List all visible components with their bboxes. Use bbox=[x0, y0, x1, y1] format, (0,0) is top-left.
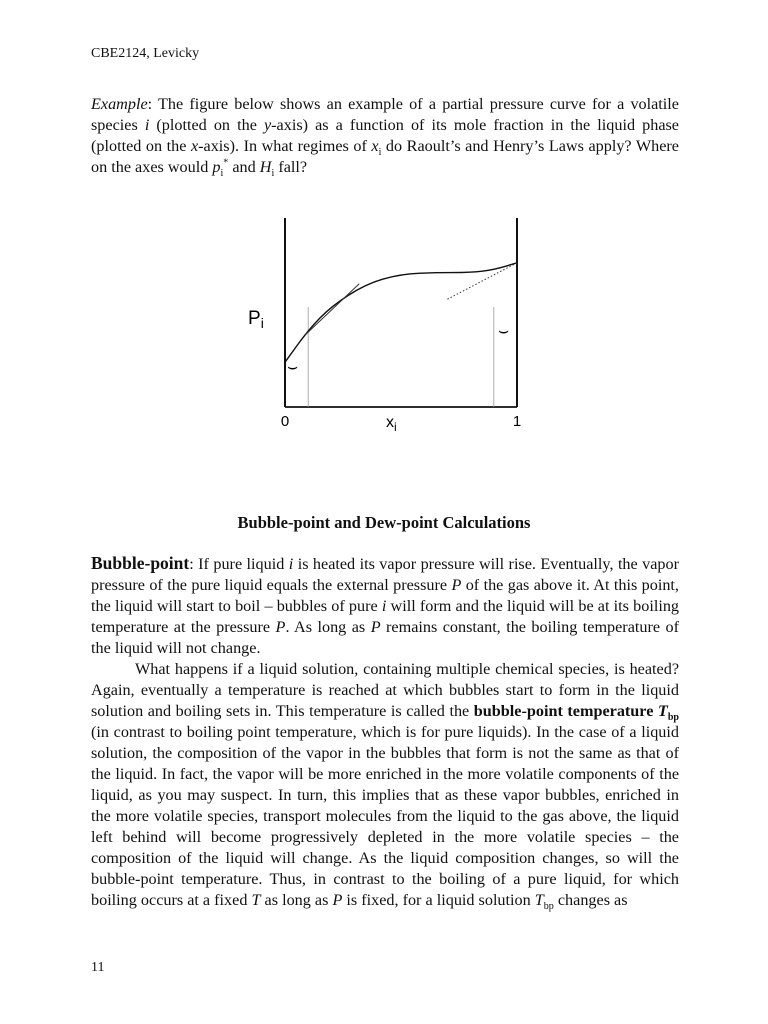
partial-pressure-figure bbox=[230, 212, 540, 442]
x-tick-one: 1 bbox=[512, 413, 522, 430]
x-axis-label: $x_i$ bbox=[386, 414, 397, 434]
page-number: 11 bbox=[91, 960, 105, 975]
chart-layer bbox=[285, 263, 517, 407]
raoult-region-brace: ⌣ bbox=[498, 321, 510, 340]
running-header: CBE2124, Levicky bbox=[91, 46, 200, 61]
example-paragraph: Example: The figure below shows an example of a partial pressure curve for a volatile species i (plotted on the y-axis) as a function of its mole fraction in the liquid phase (plotted on the x-axis). In what regimes of $x_i$ do Raoult’s and Henry’s Laws apply? Where on the axes would $p_i^*$ and $H_i$ fall? bbox=[91, 95, 679, 180]
bubble-point-paragraph: Bubble-point: If pure liquid i is heated its vapor pressure will rise. Eventually, the vapor pressure of the pure liquid equals the external pressure P of the gas above it. At this point, the liquid will start to boil – bubbles of pure i will form and the liquid will be at its boiling temperature at the pressure P. As long as P remains constant, the boiling temperature of the liquid will not change. What happens if a liquid solution, containing multiple chemical species, is heated? Again, eventually a temperature is reached at which bubbles start to form in the liquid solution and boiling sets in. This temperature is called the bubble-point temperature $T_{bp}$ (in contrast to boiling point temperature, which is for pure liquids). In the case of a liquid solution, the composition of the vapor in the bubbles that form is not the same as that of the liquid. In fact, the vapor will be more enriched in the more volatile components of the liquid, as you may suspect. In turn, this implies that as these vapor bubbles, enriched in the more volatile species, transport molecules from the liquid to the gas above, the liquid left behind will become progressively depleted in the more volatile species – the composition of the liquid will change. As the liquid composition changes, so will the bubble-point temperature. Thus, in contrast to the boiling of a pure liquid, for which boiling occurs at a fixed T as long as P is fixed, for a liquid solution $T_{bp}$ changes as bbox=[91, 553, 680, 913]
raoult-tangent-line bbox=[447, 263, 517, 299]
section-title: Bubble-point and Dew-point Calculations bbox=[237, 513, 531, 532]
bubble-point-temperature-term: bubble-point temperature bbox=[473, 702, 658, 720]
partial-pressure-curve bbox=[285, 263, 517, 362]
partial-pressure-chart bbox=[230, 212, 540, 442]
bubble-point-term: Bubble-point bbox=[91, 553, 190, 573]
x-tick-zero: 0 bbox=[280, 413, 290, 430]
henry-region-brace: ⌣ bbox=[287, 357, 299, 376]
henry-tangent-line bbox=[306, 284, 359, 334]
y-axis-label: $P_i$ bbox=[248, 308, 264, 331]
example-label: Example bbox=[91, 95, 148, 113]
solution-paragraph: What happens if a liquid solution, containing multiple chemical species, is heated? Again, eventually a temperature is reached at which bubbles start to form in the liquid solution and boiling sets in. This temperature is called the bubble-point temperature $T_{bp}$ (in contrast to boiling point temperature, which is for pure liquids). In the case of a liquid solution, the composition of the vapor in the bubbles that form is not the same as that of the liquid. In fact, the vapor will be more enriched in the more volatile components of the liquid, as you may suspect. In turn, this implies that as these vapor bubbles, enriched in the more volatile species, transport molecules from the liquid to the gas above, the liquid left behind will become progressively depleted in the more volatile species – the composition of the liquid will change. As the liquid composition changes, so will the bubble-point temperature. Thus, in contrast to the boiling of a pure liquid, for which boiling occurs at a fixed T as long as P is fixed, for a liquid solution $T_{bp}$ changes as bbox=[91, 660, 679, 913]
